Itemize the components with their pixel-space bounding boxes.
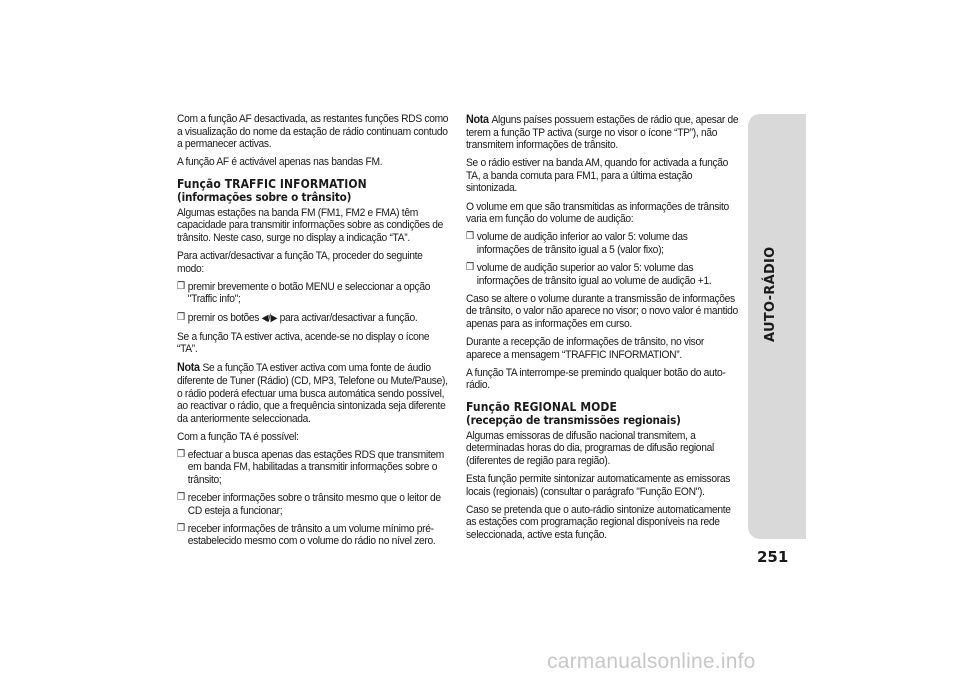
- list-item-text: volume de audição inferior ao valor 5: volume das informações de trânsito igual a 5 (valor fixo);: [476, 231, 688, 256]
- list-item: [177, 312, 452, 326]
- note-paragraph: [177, 361, 452, 425]
- list-item-text: premir os botões: [187, 311, 260, 324]
- bullet-list: [177, 281, 452, 325]
- list-item: [177, 449, 452, 487]
- paragraph: Esta função permite sintonizar automaticamente as emissoras locais (regionais) (consultar o parágrafo "Função EON").: [466, 473, 731, 498]
- watermark: carmanualsonline.info: [547, 650, 756, 673]
- list-item-text: receber informações de trânsito a um volume mínimo pré-estabelecido mesmo com o volume do rádio no nível zero.: [187, 522, 436, 548]
- note-paragraph: [466, 113, 740, 152]
- list-item-text: para activar/desactivar a função.: [279, 311, 418, 324]
- paragraph: Se o rádio estiver na banda AM, quando for activada a função TA, a banda comuta para FM1, para a última estação sintonizada.: [466, 157, 729, 195]
- section-heading-traffic-information: [177, 178, 452, 204]
- list-item-text: premir brevemente o botão MENU e seleccionar a opção "Traffic info";: [187, 280, 431, 306]
- left-column: [177, 113, 452, 554]
- chapter-tab-label: AUTO-RÁDIO: [763, 246, 778, 342]
- paragraph: Com a função AF desactivada, as restantes funções RDS como a visualização do nome da estação de rádio continuam contudo a permanecer activas.: [177, 113, 449, 151]
- note-text: Se a função TA estiver activa com uma fonte de áudio diferente de Tuner (Rádio) (CD, MP3, Telefone ou Mute/Pause), o rádio poderá efectuar uma busca automática sendo possível, ao reactivar o rádio, que a frequência sintonizada seja diferente da anteriormente seleccionada.: [177, 362, 448, 425]
- list-item-text: volume de audição superior ao valor 5: volume das informações de trânsito igual ao volume de audição +1.: [476, 261, 712, 287]
- heading-title: Função TRAFFIC INFORMATION: [177, 176, 367, 191]
- paragraph: Durante a recepção de informações de trânsito, no visor aparece a mensagem “TRAFFIC INFORMATION”.: [466, 335, 704, 361]
- checkbox-bullet-icon: ❒: [177, 311, 185, 323]
- checkbox-bullet-icon: ❒: [177, 522, 185, 534]
- paragraph: Para activar/desactivar a função TA, proceder do seguinte modo:: [177, 250, 423, 275]
- paragraph: Caso se altere o volume durante a transmissão de informações de trânsito, o valor não aparece no visor; o novo valor é mantido apenas para as informações em curso.: [466, 292, 738, 330]
- paragraph: A função TA interrompe-se premindo qualquer botão do auto-rádio.: [466, 366, 726, 392]
- checkbox-bullet-icon: ❒: [177, 492, 185, 504]
- list-item: [177, 281, 452, 306]
- checkbox-bullet-icon: ❒: [177, 448, 185, 460]
- list-item-text: efectuar a busca apenas das estações RDS que transmitem em banda FM, habilitadas a transmitir informações sobre o trânsito;: [187, 448, 445, 487]
- paragraph: Caso se pretenda que o auto-rádio sintonize automaticamente as estações com programação regional disponíveis na rede seleccionada, active esta função.: [466, 503, 731, 541]
- paragraph: A função AF é activável apenas nas bandas FM.: [177, 156, 383, 169]
- paragraph: O volume em que são transmitidas as informações de trânsito varia em função do volume de audição:: [466, 200, 729, 226]
- section-heading-regional-mode: [466, 401, 740, 427]
- paragraph: Com a função TA é possível:: [177, 430, 299, 443]
- heading-subtitle: (recepção de transmissões regionais): [466, 412, 681, 427]
- note-text: Alguns países possuem estações de rádio que, apesar de terem a função TP activa (surge no visor o ícone “TP”), não transmitem informações de trânsito.: [466, 114, 739, 152]
- checkbox-bullet-icon: ❒: [466, 231, 474, 243]
- page-number: 251: [757, 548, 789, 566]
- note-label: Nota: [466, 112, 489, 126]
- checkbox-bullet-icon: ❒: [466, 261, 474, 273]
- paragraph: Se a função TA estiver activa, acende-se no display o ícone “TA”.: [177, 330, 430, 356]
- bullet-list: [466, 231, 740, 287]
- checkbox-bullet-icon: ❒: [177, 280, 185, 292]
- paragraph: Algumas estações na banda FM (FM1, FM2 e FMA) têm capacidade para transmitir informações sobre as condições de trânsito. Neste caso, surge no display a indicação “TA”.: [177, 206, 444, 245]
- list-item: [177, 492, 452, 517]
- paragraph: Algumas emissoras de difusão nacional transmitem, a determinadas horas do dia, programas de difusão regional (diferentes de região para região).: [466, 429, 714, 467]
- list-item: [466, 262, 740, 287]
- heading-subtitle: (informações sobre o trânsito): [177, 189, 352, 204]
- bullet-list: [177, 449, 452, 548]
- list-item-text: receber informações sobre o trânsito mesmo que o leitor de CD esteja a funcionar;: [187, 492, 441, 517]
- note-label: Nota: [177, 360, 200, 375]
- list-item: [466, 231, 740, 256]
- right-column: [466, 113, 740, 547]
- list-item: [177, 523, 452, 548]
- left-right-arrows-icon: ◀/▶: [261, 312, 278, 324]
- heading-title: Função REGIONAL MODE: [466, 399, 617, 414]
